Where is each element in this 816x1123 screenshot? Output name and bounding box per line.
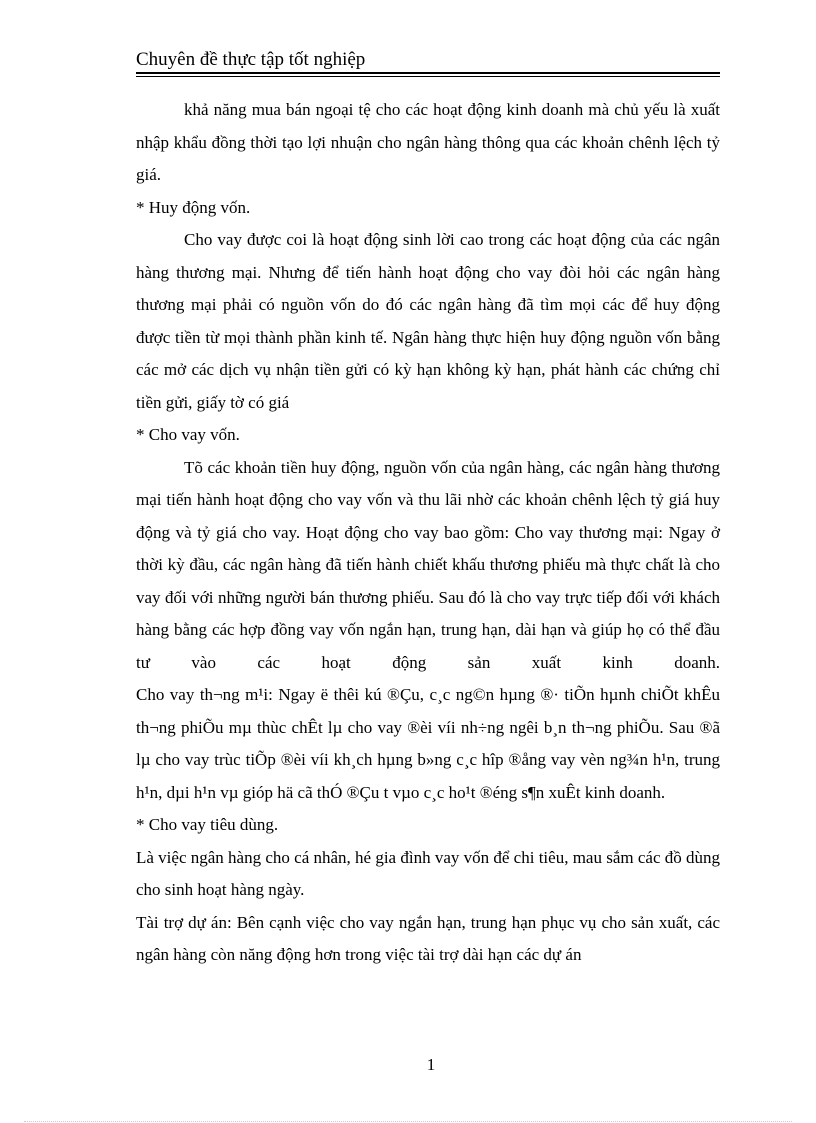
section-heading-mobilize-capital: * Huy động vốn. (136, 197, 251, 217)
section-heading-consumer-lending: * Cho vay tiêu dùng. (136, 815, 279, 834)
paragraph-lending-garbled-encoding: Cho vay th¬ng m¹i: Ngay ë thêi kú ®Çu, c¸c ng©n hµng ®· tiÕn hµnh chiÕt khÊu th¬ng phiÕu mµ thùc chÊt lµ cho vay ®èi víi nh÷ng ngêi b¸n th¬ng phiÕu. Sau ®ã lµ cho vay trùc tiÕp ®èi víi kh¸ch hµng b»ng c¸c hîp ®ång vay vèn ng¾n h¹n, trung h¹n, dµi h¹n vµ gióp hä cã thÓ ®Çu t vµo c¸c ho¹t ®éng s¶n xuÊt kinh doanh. (136, 685, 720, 802)
running-header: Chuyên đề thực tập tốt nghiệp (136, 49, 366, 70)
page-number: 1 (426, 1055, 436, 1074)
footer-dotted-line (24, 1121, 792, 1122)
header-rule-thick (136, 72, 720, 74)
paragraph-forex-continuation: khả năng mua bán ngoại tệ cho các hoạt động kinh doanh mà chủ yếu là xuất nhập khẩu đồng thời tạo lợi nhuận cho ngân hàng thông qua các khoản chênh lệch tỷ giá. (136, 100, 720, 184)
paragraph-lending: Tõ các khoản tiền huy động, nguồn vốn của ngân hàng, các ngân hàng thương mại tiến hành hoạt động cho vay vốn và thu lãi nhờ các khoản chênh lệch tỷ giá huy động và tỷ giá cho vay. Hoạt động cho vay bao gồm: Cho vay thương mại: Ngay ở thời kỳ đầu, các ngân hàng đã tiến hành chiết khấu thương phiếu mà thực chất là cho vay đối với những người bán thương phiếu. Sau đó là cho vay trực tiếp đối với khách hàng bằng các hợp đồng vay vốn ngắn hạn, trung hạn, dài hạn và giúp họ có thể đầu tư vào các hoạt động sản xuất kinh doanh. (136, 457, 720, 672)
header-rule-thin (136, 76, 720, 77)
paragraph-mobilize-capital: Cho vay được coi là hoạt động sinh lời cao trong các hoạt động của các ngân hàng thương mại. Nhưng để tiến hành hoạt động cho vay đòi hỏi các ngân hàng thương mại phải có nguồn vốn do đó các ngân hàng đã tìm mọi các để huy động được tiền từ mọi thành phần kinh tế. Ngân hàng thực hiện huy động nguồn vốn bằng các mở các dịch vụ nhận tiền gửi có kỳ hạn không kỳ hạn, phát hành các chứng chỉ tiền gửi, giấy tờ có giá (136, 230, 720, 412)
body-text (136, 94, 720, 972)
paragraph-project-finance: Tài trợ dự án: Bên cạnh việc cho vay ngắn hạn, trung hạn phục vụ cho sản xuất, các ngân hàng còn năng động hơn trong việc tài trợ dài hạn các dự án (136, 912, 720, 964)
paragraph-consumer-lending: Là việc ngân hàng cho cá nhân, hé gia đình vay vốn để chi tiêu, mau sắm các đồ dùng cho sinh hoạt hàng ngày. (136, 847, 720, 899)
section-heading-lending: * Cho vay vốn. (136, 425, 240, 444)
